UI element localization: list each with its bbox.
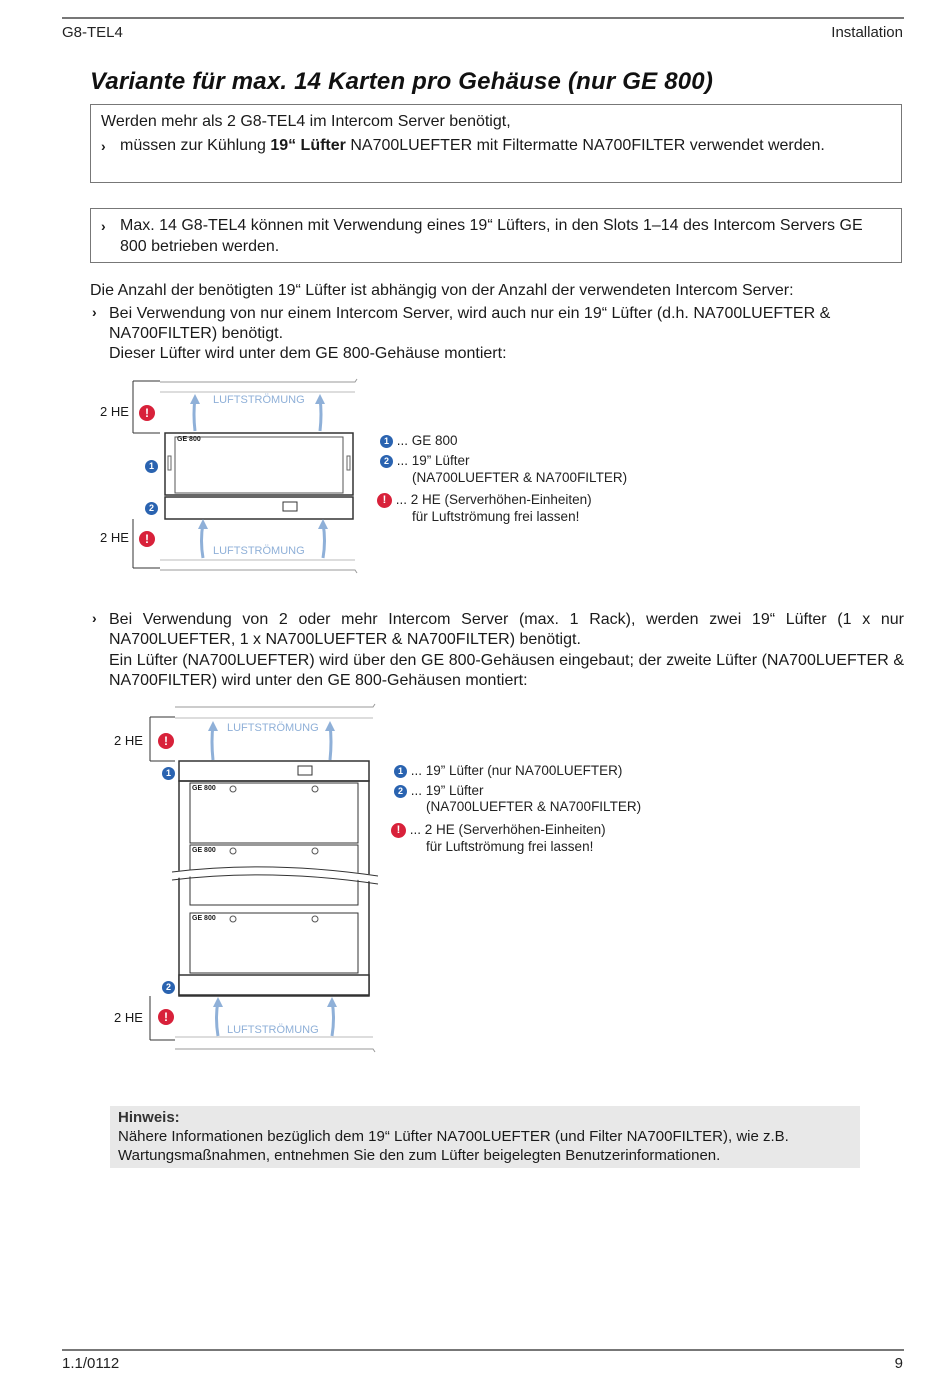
fan-term: 19“ Lüfter: [270, 137, 346, 154]
box2-bullet: Max. 14 G8-TEL4 können mit Verwendung eines 19“ Lüfters, in den Slots 1–14 des Intercom Servers GE 800 betrieben werden.: [120, 217, 863, 255]
case1-text: Bei Verwendung von nur einem Intercom Server, wird auch nur ein 19“ Lüfter (d.h. NA700LUEFTER & NA700FILTER) benötigt.: [109, 305, 831, 342]
header-right: Installation: [831, 24, 903, 41]
marker-2: 2: [145, 500, 158, 518]
airflow-label-top: LUFTSTRÖMUNG: [213, 394, 305, 406]
info-box-1: [90, 104, 902, 183]
chevron-icon: ›: [101, 218, 106, 234]
page-number: 9: [894, 1355, 903, 1372]
device-label: GE 800: [192, 785, 216, 792]
he-label-top: 2 HE: [114, 733, 143, 748]
legend-3: ! ... 2 HE (Serverhöhen-Einheiten): [391, 821, 606, 838]
footer-left: 1.1/0112: [62, 1355, 120, 1372]
legend-2: 2 ... 19” Lüfter: [380, 452, 470, 469]
info-box-2: [90, 208, 902, 263]
case2-text-2: Ein Lüfter (NA700LUEFTER) wird über den GE 800-Gehäusen eingebaut; der zweite Lüfter (NA700LUEFTER & NA700FILTER) wird unter den GE 800-Gehäusen montiert:: [109, 652, 904, 689]
legend-1: 1 ... GE 800: [380, 432, 458, 449]
box1-bullet: müssen zur Kühlung 19“ Lüfter NA700LUEFTER mit Filtermatte NA700FILTER verwendet werden.: [120, 137, 825, 154]
marker-2: 2: [162, 979, 175, 997]
header-rule: [62, 17, 904, 19]
chevron-icon: ›: [92, 610, 97, 626]
intro-text: Die Anzahl der benötigten 19“ Lüfter ist abhängig von der Anzahl der verwendeten Intercom Server:: [90, 282, 794, 299]
box1-line1: Werden mehr als 2 G8-TEL4 im Intercom Server benötigt,: [101, 113, 511, 130]
footer-rule: [62, 1349, 904, 1351]
device-label: GE 800: [192, 847, 216, 854]
note-text: Nähere Informationen bezüglich dem 19“ Lüfter NA700LUEFTER (und Filter NA700FILTER), wie z.B. Wartungsmaßnahmen, entnehmen Sie den zum Lüfter beigelegten Benutzerinformationen.: [118, 1128, 789, 1164]
page-title: Variante für max. 14 Karten pro Gehäuse (nur GE 800): [90, 68, 714, 95]
figure-2: [110, 703, 670, 1053]
device-label: GE 800: [192, 915, 216, 922]
legend-3: ! ... 2 HE (Serverhöhen-Einheiten): [377, 491, 592, 508]
airflow-label-bottom: LUFTSTRÖMUNG: [213, 545, 305, 557]
he-label-top: 2 HE: [100, 404, 129, 419]
warning-icon: !: [139, 404, 155, 422]
marker-1: 1: [145, 458, 158, 476]
legend-3-detail: für Luftströmung frei lassen!: [426, 839, 594, 854]
warning-icon: !: [158, 1008, 174, 1026]
legend-2-detail: (NA700LUEFTER & NA700FILTER): [412, 470, 628, 485]
airflow-label-bottom: LUFTSTRÖMUNG: [227, 1024, 319, 1036]
note-title: Hinweis:: [118, 1109, 180, 1126]
legend-3-detail: für Luftströmung frei lassen!: [412, 509, 580, 524]
legend-1: 1 ... 19” Lüfter (nur NA700LUEFTER): [394, 762, 622, 779]
note-box: [110, 1106, 860, 1168]
case1-text-2: Dieser Lüfter wird unter dem GE 800-Gehäuse montiert:: [109, 345, 507, 362]
case2-text: Bei Verwendung von 2 oder mehr Intercom Server (max. 1 Rack), werden zwei 19“ Lüfter (1 x nur NA700LUEFTER, 1 x NA700LUEFTER & NA700FILTER) benötigt.: [109, 611, 904, 648]
header-left: G8-TEL4: [62, 24, 123, 41]
he-label-bottom: 2 HE: [114, 1010, 143, 1025]
marker-1: 1: [162, 765, 175, 783]
chevron-icon: ›: [92, 304, 97, 320]
chevron-icon: ›: [101, 138, 106, 154]
rack-diagram-2: [110, 703, 390, 1053]
legend-2-detail: (NA700LUEFTER & NA700FILTER): [426, 799, 642, 814]
warning-icon: !: [139, 530, 155, 548]
legend-2: 2 ... 19” Lüfter: [394, 782, 484, 799]
airflow-label-top: LUFTSTRÖMUNG: [227, 722, 319, 734]
warning-icon: !: [158, 732, 174, 750]
device-label: GE 800: [177, 436, 201, 443]
figure-1: [95, 376, 655, 576]
he-label-bottom: 2 HE: [100, 530, 129, 545]
